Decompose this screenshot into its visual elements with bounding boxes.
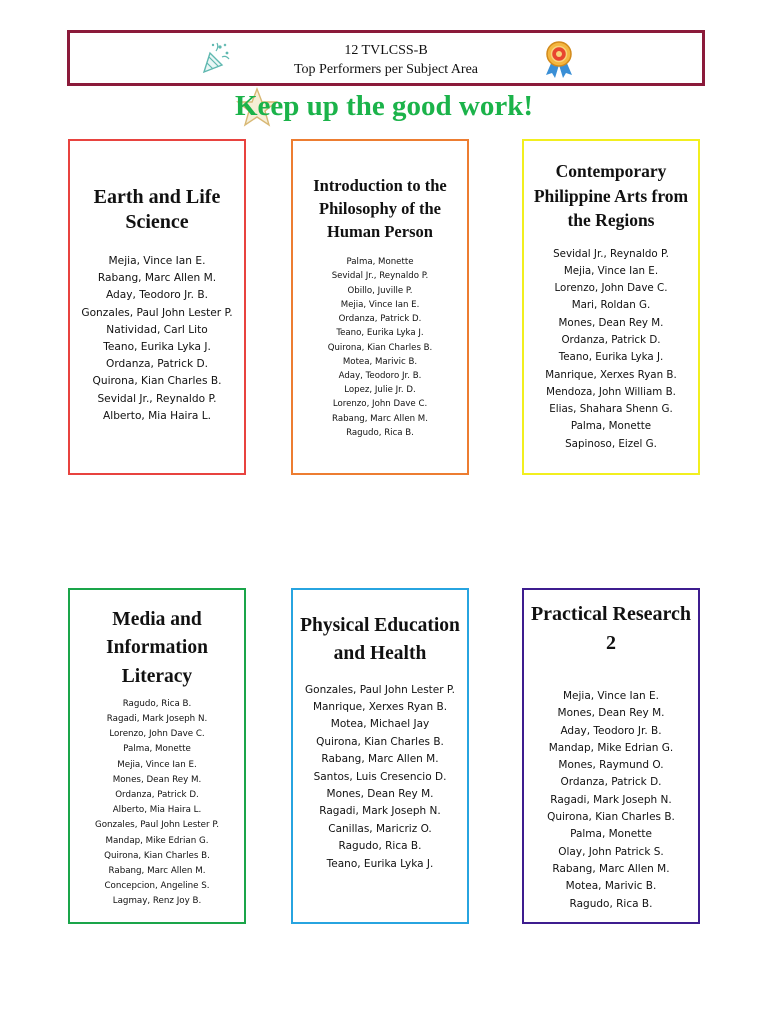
subject-title: Media and Information Literacy	[106, 609, 208, 687]
performer-name: Aday, Teodoro Jr. B.	[105, 289, 208, 302]
performer-name: Quirona, Kian Charles B.	[327, 342, 433, 353]
performer-name: Gonzales, Paul John Lester P.	[94, 820, 220, 831]
performer-name: Teano, Eurika Lyka J.	[103, 341, 211, 354]
performer-name: Lopez, Julie Jr. D.	[344, 385, 416, 396]
performer-name: Ragadi, Mark Joseph N.	[319, 805, 441, 818]
performer-name: Ragudo, Rica B.	[122, 698, 192, 709]
performer-name: Rabang, Marc Allen M.	[552, 862, 670, 875]
performer-list	[70, 697, 244, 910]
performer-name: Ordanza, Patrick D.	[561, 333, 661, 346]
performer-name: Mejia, Vince Ian E.	[340, 299, 420, 310]
performer-name: Ordanza, Patrick D.	[115, 790, 199, 801]
performer-name: Lorenzo, John Dave C.	[332, 399, 428, 410]
subject-card-pe-health	[291, 588, 469, 924]
performer-name: Mejia, Vince Ian E.	[563, 264, 659, 277]
performer-name: Palma, Monette	[570, 828, 652, 841]
performer-name: Ragudo, Rica B.	[346, 427, 414, 438]
performer-name: Ragudo, Rica B.	[338, 840, 422, 853]
performer-name: Rabang, Marc Allen M.	[332, 413, 428, 424]
performer-list	[524, 688, 698, 913]
performer-name: Santos, Luis Cresencio D.	[313, 770, 447, 783]
performer-name: Motea, Marivic B.	[565, 880, 657, 893]
performer-name: Mones, Dean Rey M.	[112, 774, 202, 785]
performer-name: Mendoza, John William B.	[546, 385, 676, 398]
performer-name: Mejia, Vince Ian E.	[108, 255, 206, 267]
subject-title: Physical Education and Health	[300, 615, 460, 665]
performer-name: Aday, Teodoro Jr. B.	[338, 370, 422, 381]
performer-name: Quirona, Kian Charles B.	[92, 375, 222, 388]
performer-name: Rabang, Marc Allen M.	[97, 272, 217, 285]
performer-name: Motea, Marivic B.	[342, 356, 418, 367]
performer-list	[293, 255, 467, 440]
performer-name: Olay, John Patrick S.	[558, 845, 664, 858]
performer-name: Sevidal Jr., Reynaldo P.	[331, 271, 429, 282]
performer-name: Ordanza, Patrick D.	[560, 776, 662, 789]
performer-name: Sevidal Jr., Reynaldo P.	[553, 247, 669, 260]
subject-card-philosophy	[291, 139, 469, 475]
subject-card-practical-research	[522, 588, 700, 924]
performer-list	[70, 253, 244, 425]
performer-name: Quirona, Kian Charles B.	[547, 811, 675, 824]
performer-name: Mones, Dean Rey M.	[326, 787, 434, 800]
document-subtitle: Top Performers per Subject Area	[293, 62, 479, 77]
performer-name: Palma, Monette	[570, 420, 652, 433]
performer-name: Lorenzo, John Dave C.	[109, 729, 205, 740]
performer-name: Mejia, Vince Ian E.	[562, 690, 660, 702]
subject-card-media-info-literacy	[68, 588, 246, 924]
performer-list	[293, 682, 467, 873]
subject-card-earth-life-science	[68, 139, 246, 475]
performer-name: Mones, Raymund O.	[558, 759, 664, 772]
performer-name: Ordanza, Patrick D.	[338, 314, 422, 325]
performer-name: Mones, Dean Rey M.	[557, 707, 665, 720]
subject-card-contemporary-arts	[522, 139, 700, 475]
performer-name: Lagmay, Renz Joy B.	[112, 896, 202, 907]
performer-name: Gonzales, Paul John Lester P.	[81, 306, 233, 319]
performer-name: Elias, Shahara Shenn G.	[549, 403, 673, 416]
performer-name: Quirona, Kian Charles B.	[316, 735, 444, 748]
performer-name: Palma, Monette	[346, 257, 414, 268]
performer-name: Motea, Michael Jay	[330, 718, 430, 731]
performer-name: Ragudo, Rica B.	[569, 897, 653, 910]
performer-name: Obillo, Juville P.	[347, 285, 413, 296]
performer-name: Alberto, Mia Haira L.	[103, 409, 211, 422]
performer-name: Canillas, Maricriz O.	[328, 822, 432, 835]
header-box	[67, 30, 705, 86]
performer-name: Rabang, Marc Allen M.	[321, 753, 439, 766]
subject-title: Introduction to the Philosophy of the Human Person	[313, 176, 447, 242]
performer-list	[524, 246, 698, 454]
performer-name: Sevidal Jr., Reynaldo P.	[97, 392, 217, 405]
performer-name: Mejia, Vince Ian E.	[117, 759, 197, 770]
class-title: 12 TVLCSS-B	[344, 43, 428, 58]
performer-name: Mandap, Mike Edrian G.	[548, 741, 674, 754]
performer-name: Teano, Eurika Lyka J.	[326, 857, 434, 870]
ribbon-medal-icon	[542, 39, 576, 79]
performer-name: Quirona, Kian Charles B.	[104, 850, 210, 861]
performer-name: Teano, Eurika Lyka J.	[336, 328, 424, 339]
performer-name: Ordanza, Patrick D.	[106, 358, 208, 371]
performer-name: Teano, Eurika Lyka J.	[558, 351, 664, 364]
performer-name: Lorenzo, John Dave C.	[554, 282, 668, 295]
performer-name: Rabang, Marc Allen M.	[108, 866, 206, 877]
performer-name: Mari, Roldan G.	[571, 299, 651, 312]
performer-name: Mandap, Mike Edrian G.	[105, 835, 209, 846]
motivation-banner: Keep up the good work!	[234, 90, 534, 122]
performer-name: Natividad, Carl Lito	[106, 323, 208, 336]
performer-name: Manrique, Xerxes Ryan B.	[312, 700, 448, 713]
performer-name: Gonzales, Paul John Lester P.	[305, 683, 455, 696]
performer-name: Sapinoso, Eizel G.	[565, 437, 657, 450]
performer-name: Mones, Dean Rey M.	[558, 316, 664, 329]
performer-name: Manrique, Xerxes Ryan B.	[545, 368, 677, 381]
subject-title: Earth and Life Science	[93, 186, 221, 233]
subject-title: Practical Research 2	[530, 603, 692, 654]
performer-name: Palma, Monette	[123, 744, 191, 755]
performer-name: Alberto, Mia Haira L.	[112, 805, 202, 816]
performer-name: Ragadi, Mark Joseph N.	[550, 793, 672, 806]
performer-name: Ragadi, Mark Joseph N.	[106, 714, 208, 724]
subject-title: Contemporary Philippine Arts from the Regions	[533, 161, 689, 230]
performer-name: Aday, Teodoro Jr. B.	[560, 724, 662, 737]
performer-name: Concepcion, Angeline S.	[104, 881, 210, 892]
